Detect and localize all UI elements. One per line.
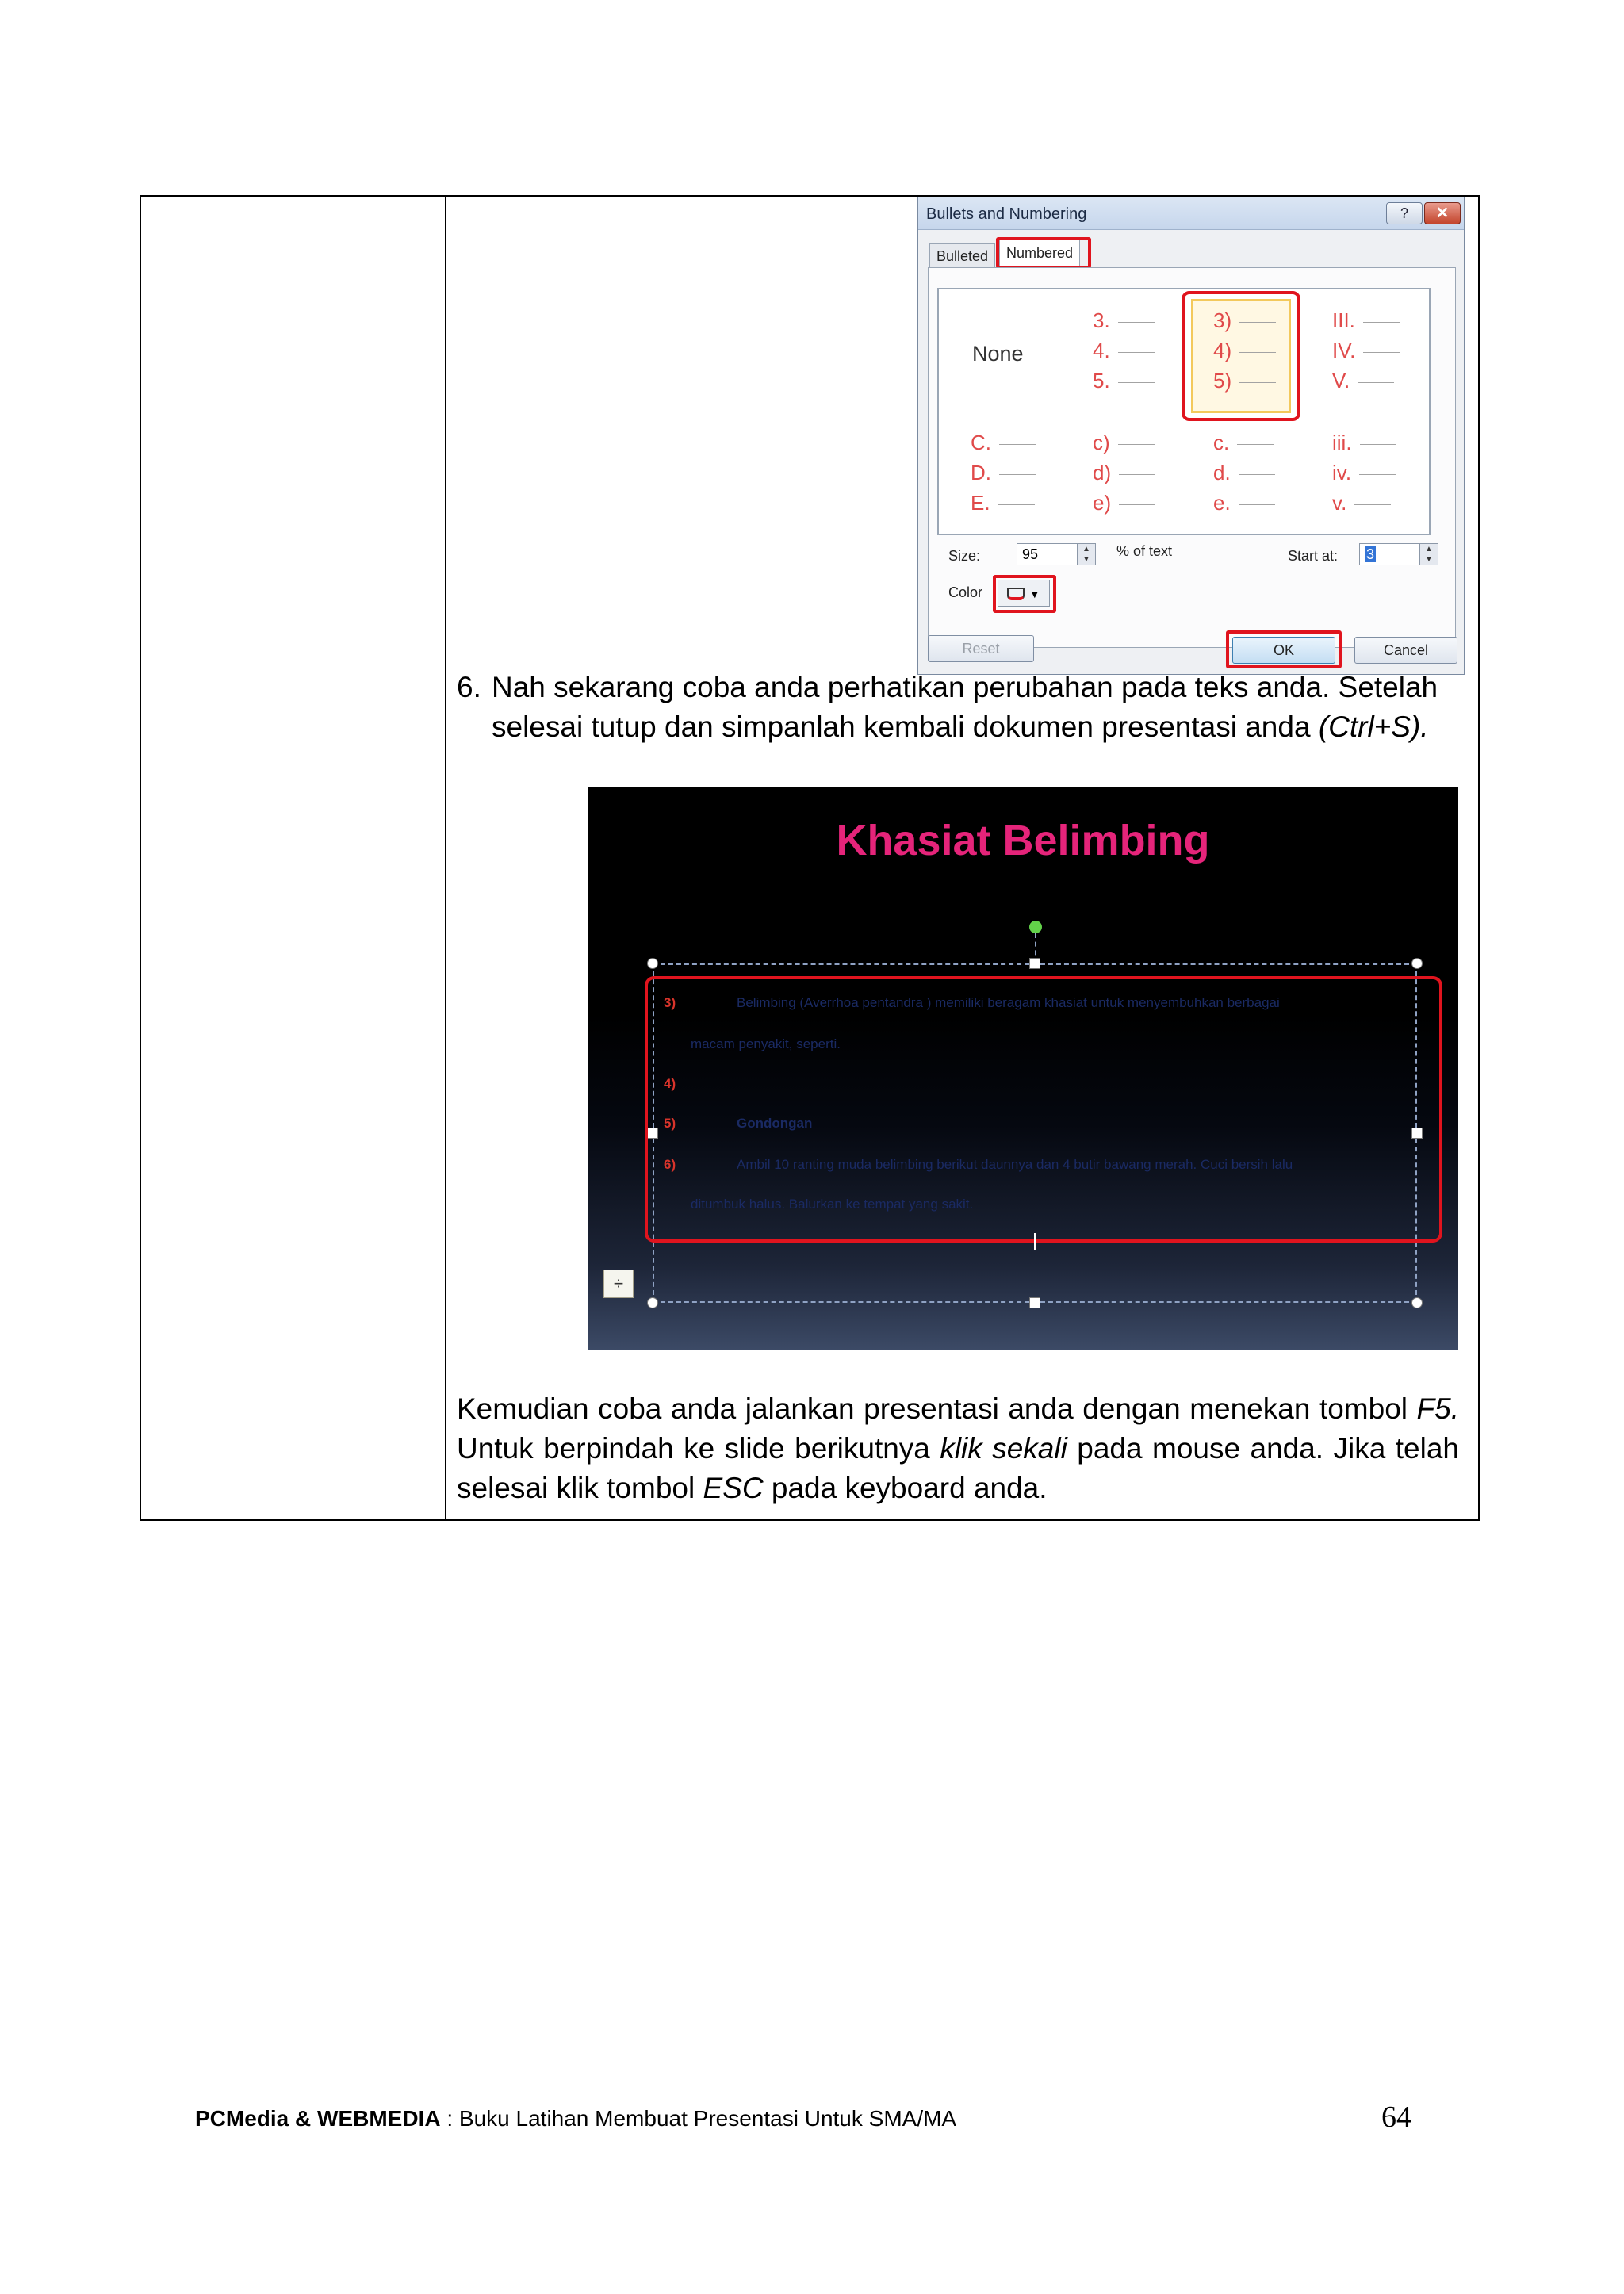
slide-item-number: 6) — [664, 1157, 676, 1172]
cancel-button[interactable]: Cancel — [1354, 637, 1457, 664]
rotation-handle[interactable] — [1029, 921, 1042, 933]
ok-highlight-box — [1226, 630, 1342, 668]
slide-screenshot — [588, 787, 1458, 1350]
column-divider — [445, 197, 446, 1519]
start-at-spinner[interactable]: ▲ ▼ — [1419, 544, 1438, 565]
resize-handle-br[interactable] — [1411, 1297, 1423, 1308]
autofit-options-icon[interactable]: ÷ — [603, 1270, 634, 1298]
page-footer — [195, 2106, 956, 2131]
tab-bulleted[interactable]: Bulleted — [929, 243, 995, 268]
resize-handle-bottom[interactable] — [1029, 1297, 1040, 1308]
percent-label: % of text — [1116, 543, 1173, 559]
step-number: 6. — [457, 671, 481, 703]
color-label: Color — [948, 584, 983, 600]
step-6-line-2: selesai tutup dan simpanlah kembali dokumen presentasi anda — [492, 710, 1319, 743]
start-at-label: Start at: — [1288, 548, 1339, 564]
style-alpha-lower-period[interactable]: c. d. e. — [1213, 427, 1275, 518]
reset-button[interactable]: Reset — [928, 635, 1034, 662]
start-at-input[interactable]: 3 ▲ ▼ — [1359, 543, 1438, 565]
ok-button[interactable]: OK — [1232, 637, 1335, 664]
text-cursor — [1034, 1233, 1036, 1250]
slide-item-text: Gondongan — [737, 1116, 813, 1131]
closing-paragraph: Kemudian coba anda jalankan presentasi anda dengan menekan tombol F5. Untuk berpindah ke slide berikutnya klik sekali pada mouse anda. Jika telah selesai klik tombol ESC pada keyboard anda. — [457, 1392, 1459, 1504]
size-input[interactable]: 95 ▲ ▼ — [1017, 543, 1096, 565]
style-roman-upper[interactable]: III. IV. V. — [1332, 305, 1400, 396]
color-highlight-box — [993, 575, 1056, 613]
style-none[interactable]: None — [972, 342, 1024, 366]
footer-brand: PCMedia & WEBMEDIA — [195, 2106, 441, 2131]
resize-handle-tr[interactable] — [1411, 958, 1423, 969]
slide-item-text: Ambil 10 ranting muda belimbing berikut daunnya dan 4 butir bawang merah. Cuci bersih lalu — [737, 1157, 1293, 1172]
style-arabic-period[interactable]: 3. 4. 5. — [1093, 305, 1155, 396]
slide-item-text: macam penyakit, seperti. — [691, 1036, 841, 1051]
help-button[interactable]: ? — [1386, 202, 1423, 224]
style-alpha-upper[interactable]: C. D. E. — [971, 427, 1036, 518]
slide-item-text: Belimbing (Averrhoa pentandra ) memiliki beragam khasiat untuk menyembuhkan berbagai — [737, 995, 1280, 1010]
dialog-titlebar — [918, 197, 1464, 230]
key-esc: ESC — [703, 1472, 764, 1504]
bullets-numbering-dialog — [917, 197, 1465, 675]
slide-title: Khasiat Belimbing — [836, 817, 1210, 864]
close-button[interactable]: ✕ — [1424, 202, 1461, 224]
slide-item-text: ditumbuk halus. Balurkan ke tempat yang sakit. — [691, 1197, 974, 1212]
tab-highlight-box — [996, 237, 1091, 269]
slide-item-number: 3) — [664, 995, 676, 1010]
resize-handle-top[interactable] — [1029, 958, 1040, 969]
page-number: 64 — [1381, 2101, 1411, 2134]
slide-item-number: 4) — [664, 1076, 676, 1091]
dialog-title: Bullets and Numbering — [926, 205, 1087, 223]
resize-handle-bl[interactable] — [647, 1297, 658, 1308]
footer-text: : Buku Latihan Membuat Presentasi Untuk SMA/MA — [440, 2106, 957, 2131]
style-alpha-lower-paren[interactable]: c) d) e) — [1093, 427, 1155, 518]
step-6-paragraph — [457, 668, 1459, 747]
slide-item-number: 5) — [664, 1116, 676, 1131]
tab-numbered[interactable]: Numbered — [999, 239, 1080, 268]
style-arabic-paren[interactable]: 3) 4) 5) — [1213, 305, 1276, 396]
style-roman-lower[interactable]: iii. iv. v. — [1332, 427, 1396, 518]
resize-handle-tl[interactable] — [647, 958, 658, 969]
klik-sekali: klik sekali — [940, 1432, 1067, 1465]
size-spinner[interactable]: ▲ ▼ — [1077, 544, 1095, 565]
size-label: Size: — [948, 548, 981, 564]
chevron-down-icon: ▼ — [1028, 588, 1040, 600]
key-f5: F5. — [1416, 1392, 1459, 1425]
shortcut-ctrl-s: (Ctrl+S). — [1318, 710, 1429, 743]
step-6-line-1: Nah sekarang coba anda perhatikan perubahan pada teks anda. Setelah — [492, 671, 1438, 703]
numbering-gallery — [937, 288, 1431, 535]
